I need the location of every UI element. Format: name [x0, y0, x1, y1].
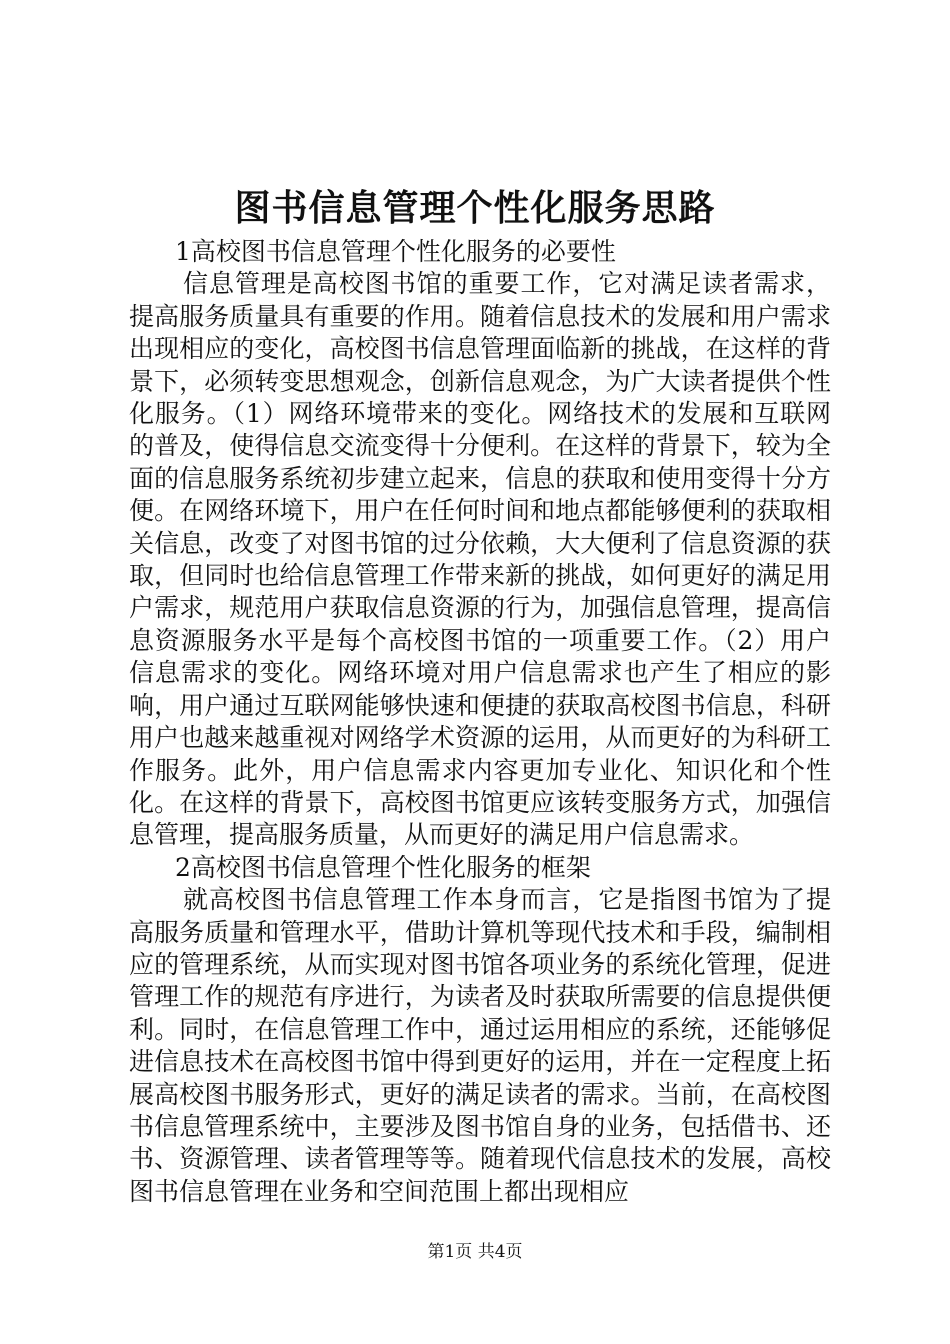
- section-heading-1: 1高校图书信息管理个性化服务的必要性: [175, 237, 616, 266]
- document-body: [129, 236, 831, 1208]
- document-title: 图书信息管理个性化服务思路: [234, 187, 716, 229]
- section-heading-2: 2高校图书信息管理个性化服务的框架: [175, 852, 591, 882]
- section-paragraph-2: 就高校图书信息管理工作本身而言，它是指图书馆为了提高服务质量和管理水平，借助计算机等现代技术和手段，编制相应的管理系统，从而实现对图书馆各项业务的系统化管理，促进管理工作的规范有序进行，为读者及时获取所需要的信息提供便利。同时，在信息管理工作中，通过运用相应的系统，还能够促进信息技术在高校图书馆中得到更好的运用，并在一定程度上拓展高校图书服务形式，更好的满足读者的需求。当前，在高校图书信息管理系统中，主要涉及图书馆自身的业务，包括借书、还书、资源管理、读者管理等等。随着现代信息技术的发展，高校图书信息管理在业务和空间范围上都出现相应: [129, 885, 831, 1206]
- page-footer: 第1页 共4页: [427, 1242, 523, 1262]
- section-paragraph-1: 信息管理是高校图书馆的重要工作，它对满足读者需求，提高服务质量具有重要的作用。随着信息技术的发展和用户需求出现相应的变化，高校图书信息管理面临新的挑战，在这样的背景下，必须转变思想观念，创新信息观念，为广大读者提供个性化服务。（1）网络环境带来的变化。网络技术的发展和互联网的普及，使得信息交流变得十分便利。在这样的背景下，较为全面的信息服务系统初步建立起来，信息的获取和使用变得十分方便。在网络环境下，用户在任何时间和地点都能够便利的获取相关信息，改变了对图书馆的过分依赖，大大便利了信息资源的获取，但同时也给信息管理工作带来新的挑战，如何更好的满足用户需求，规范用户获取信息资源的行为，加强信息管理，提高信息资源服务水平是每个高校图书馆的一项重要工作。（2）用户信息需求的变化。网络环境对用户信息需求也产生了相应的影响，用户通过互联网能够快速和便捷的获取高校图书信息，科研用户也越来越重视对网络学术资源的运用，从而更好的为科研工作服务。此外，用户信息需求内容更加专业化、知识化和个性化。在这样的背景下，高校图书馆更应该转变服务方式，加强信息管理，提高服务质量，从而更好的满足用户信息需求。: [129, 269, 831, 850]
